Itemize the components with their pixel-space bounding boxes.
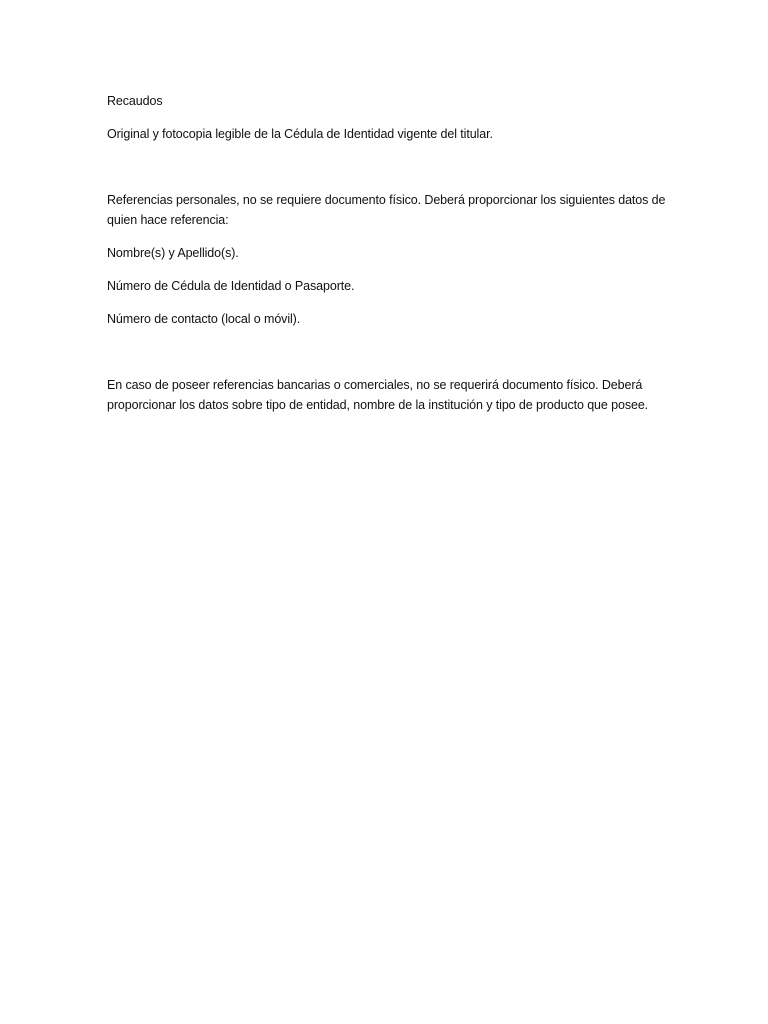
requirement-id-paragraph: Original y fotocopia legible de la Cédula de Identidad vigente del titular.	[107, 127, 493, 141]
bank-references-paragraph: En caso de poseer referencias bancarias o comerciales, no se requerirá documento físico. Deberá proporcionar los datos sobre tipo de entidad, nombre de la institución y tipo de producto que posee.	[107, 378, 649, 412]
document-heading: Recaudos	[107, 94, 163, 108]
reference-item-id-number: Número de Cédula de Identidad o Pasaporte.	[107, 279, 355, 293]
personal-references-intro: Referencias personales, no se requiere documento físico. Deberá proporcionar los siguientes datos de quien hace referencia:	[107, 193, 666, 227]
reference-item-name: Nombre(s) y Apellido(s).	[107, 246, 239, 260]
document-body	[107, 91, 667, 415]
reference-item-contact: Número de contacto (local o móvil).	[107, 312, 301, 326]
